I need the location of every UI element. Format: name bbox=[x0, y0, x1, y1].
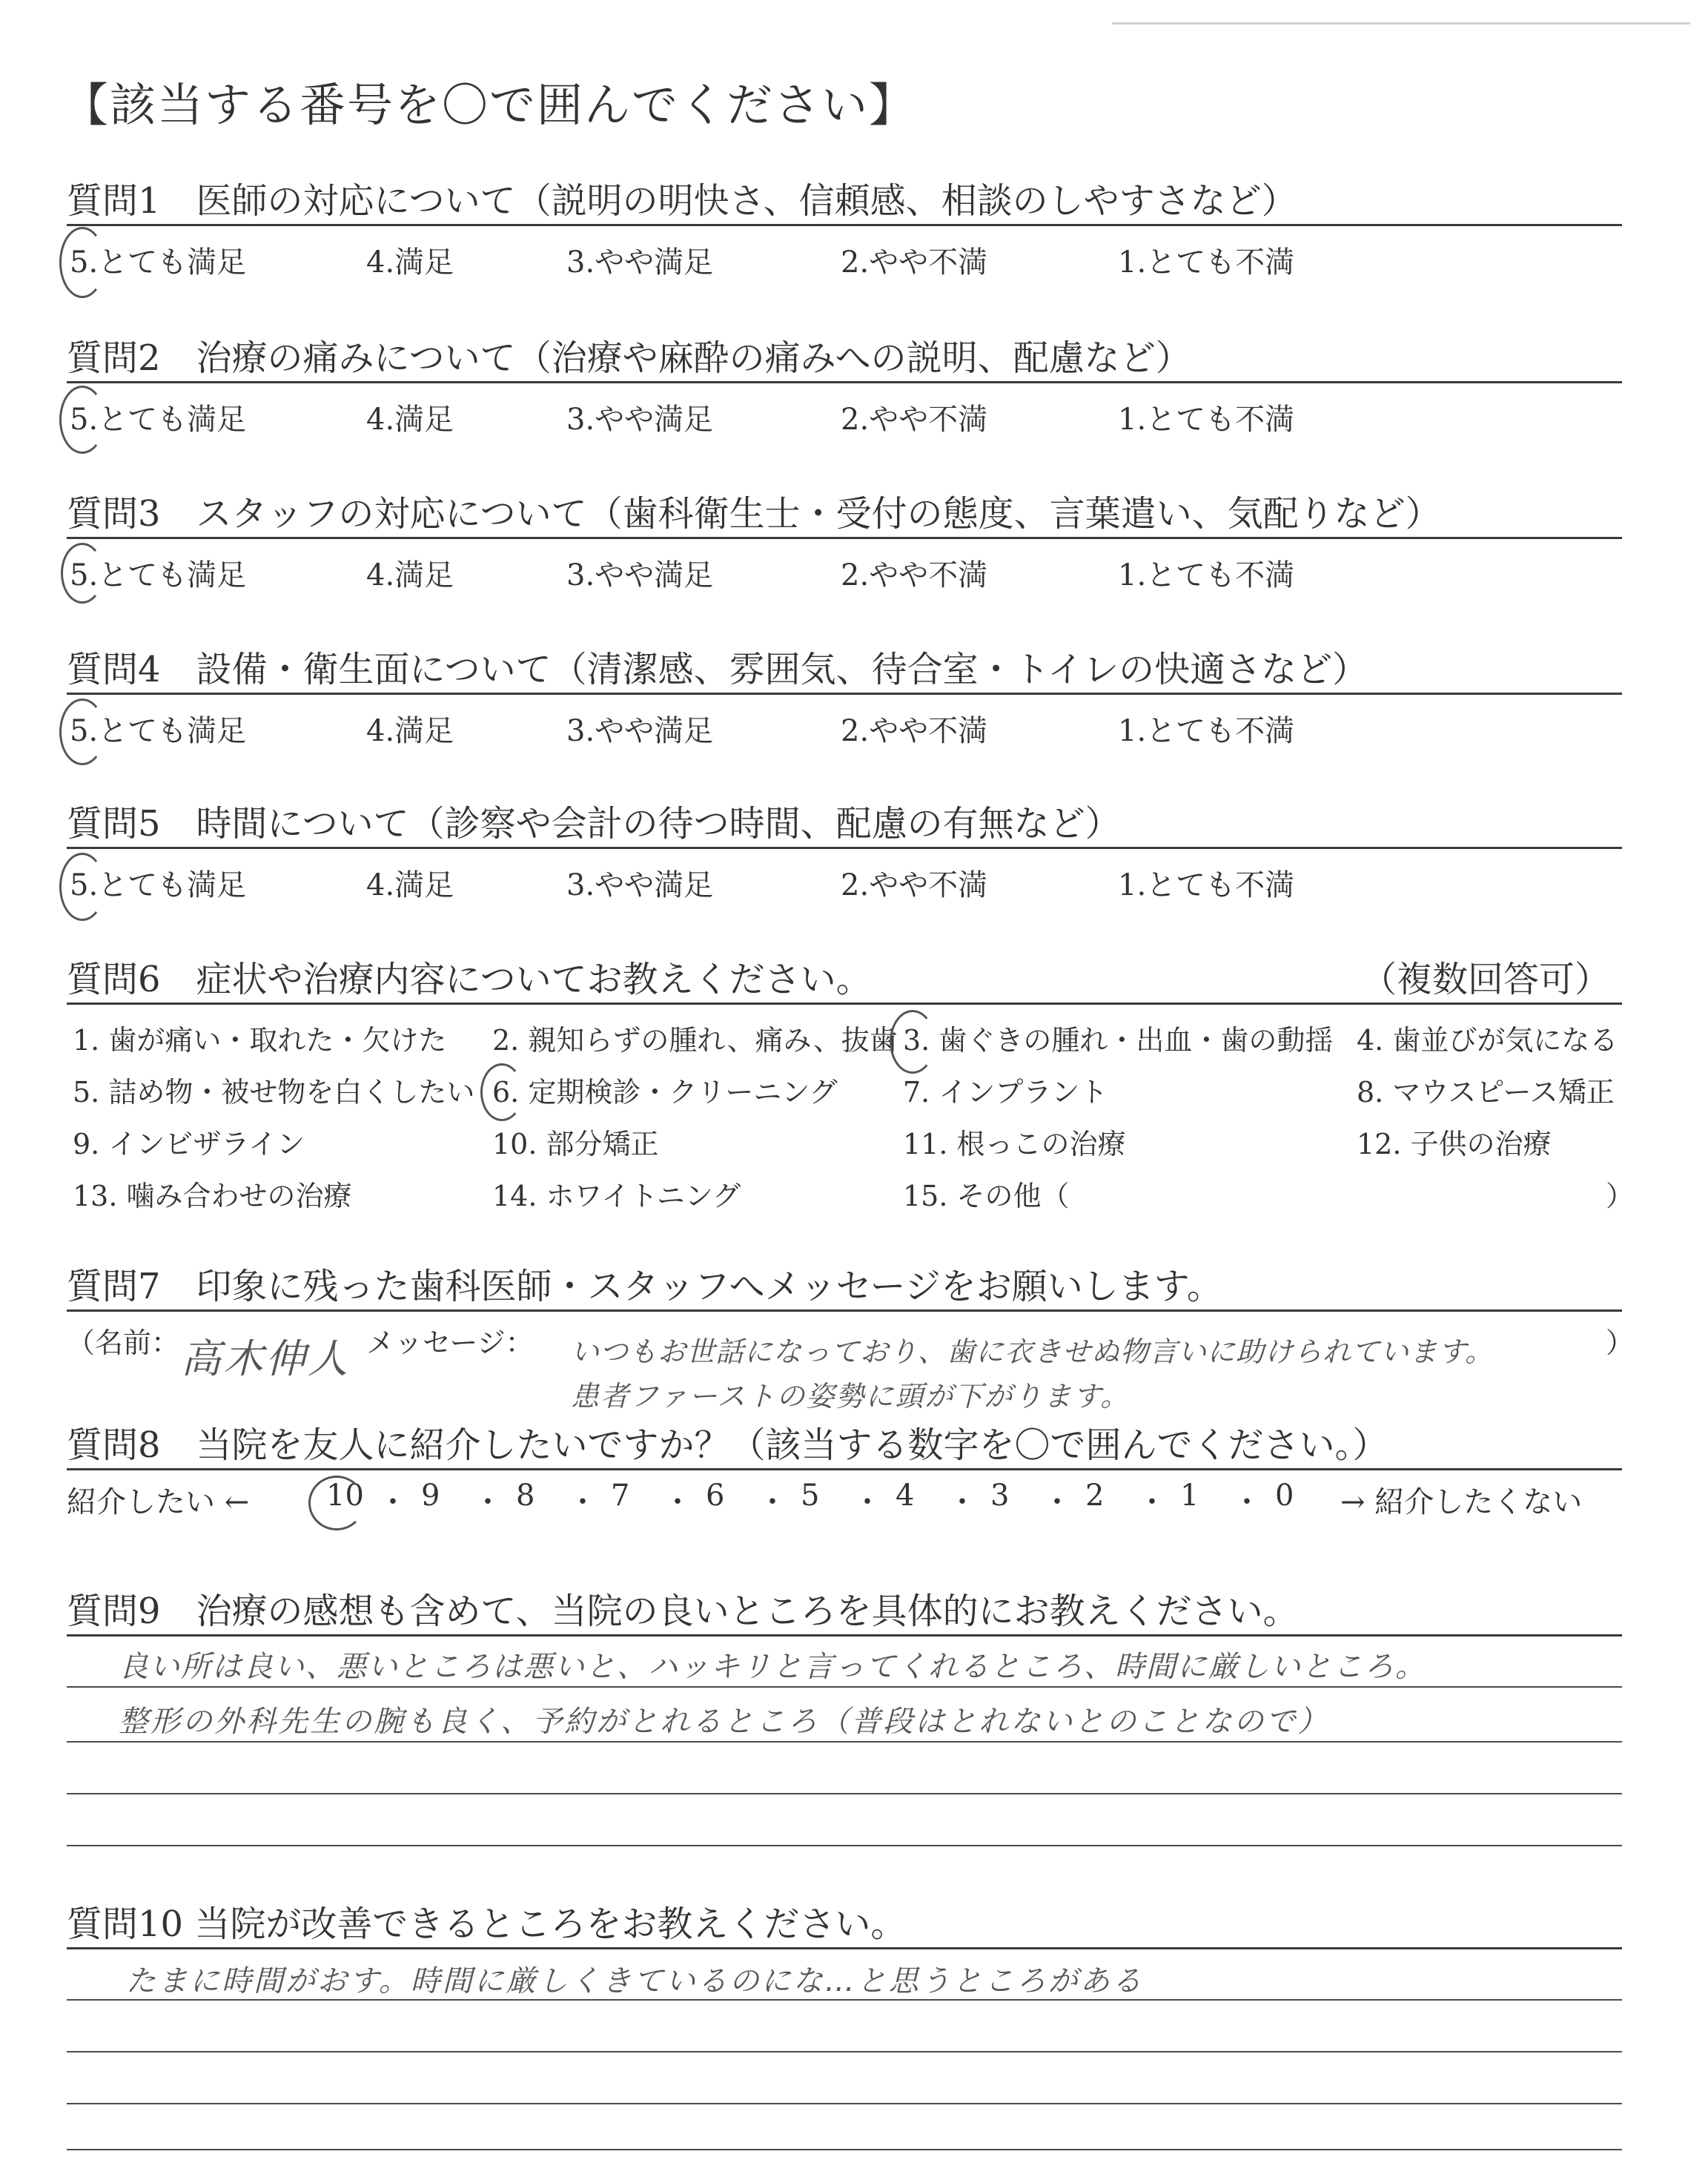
q6-item-4[interactable]: 4. 歯並びが気になる bbox=[1357, 1024, 1618, 1057]
q10-line-1 bbox=[67, 1999, 1622, 2001]
q6-item-15[interactable]: 15. その他（ bbox=[903, 1180, 1070, 1212]
q1-option-5[interactable]: 5.とても満足 bbox=[70, 245, 247, 280]
q3-option-2[interactable]: 2.やや不満 bbox=[841, 558, 988, 592]
q6-note: （複数回答可） bbox=[1361, 959, 1611, 1000]
q3-option-5[interactable]: 5.とても満足 bbox=[70, 558, 247, 592]
q10-line-4 bbox=[67, 2149, 1622, 2150]
q8-scale-1[interactable]: 1 bbox=[1180, 1479, 1199, 1513]
q4-option-3[interactable]: 3.やや満足 bbox=[566, 714, 714, 748]
q6-item-2[interactable]: 2. 親知らずの腫れ、痛み、抜歯 bbox=[492, 1024, 898, 1057]
q7-name-value[interactable]: 高木伸人 bbox=[181, 1335, 350, 1382]
q8-scale-separator: ・ bbox=[758, 1485, 787, 1519]
q9-answer-line2[interactable]: 整形の外科先生の腕も良く、予約がとれるところ（普段はとれないとのことなので） bbox=[119, 1705, 1330, 1739]
q2-option-4[interactable]: 4.満足 bbox=[366, 403, 454, 437]
q6-rule bbox=[67, 1003, 1622, 1005]
q8-title: 質問8 当院を友人に紹介したいですか？（該当する数字を〇で囲んでください。） bbox=[67, 1424, 1388, 1466]
q6-item-14[interactable]: 14. ホワイトニング bbox=[492, 1180, 741, 1212]
q8-right-label: → 紹介したくない bbox=[1340, 1485, 1583, 1519]
q3-rule bbox=[67, 537, 1622, 539]
q5-option-4[interactable]: 4.満足 bbox=[366, 868, 454, 902]
q3-option-3[interactable]: 3.やや満足 bbox=[566, 558, 714, 592]
q6-circle-mark-3 bbox=[890, 1010, 936, 1074]
q7-name-label: （名前： bbox=[67, 1327, 180, 1359]
q4-option-4[interactable]: 4.満足 bbox=[366, 714, 454, 748]
q4-rule bbox=[67, 693, 1622, 695]
q3-option-1[interactable]: 1.とても不満 bbox=[1118, 558, 1295, 592]
q4-option-1[interactable]: 1.とても不満 bbox=[1118, 714, 1295, 748]
q8-scale-7[interactable]: 7 bbox=[611, 1479, 630, 1513]
q6-item-1[interactable]: 1. 歯が痛い・取れた・欠けた bbox=[73, 1024, 447, 1057]
q6-item-12[interactable]: 12. 子供の治療 bbox=[1357, 1128, 1552, 1160]
q8-scale-4[interactable]: 4 bbox=[896, 1479, 915, 1513]
q4-option-5[interactable]: 5.とても満足 bbox=[70, 714, 247, 748]
q8-left-label: 紹介したい ← bbox=[67, 1485, 250, 1519]
q1-option-1[interactable]: 1.とても不満 bbox=[1118, 245, 1295, 280]
q10-line-3 bbox=[67, 2103, 1622, 2104]
q9-line-3 bbox=[67, 1793, 1622, 1794]
q4-title: 質問4 設備・衛生面について（清潔感、雰囲気、待合室・トイレの快適さなど） bbox=[67, 649, 1368, 690]
q7-message-line1[interactable]: いつもお世話になっており、歯に衣きせぬ物言いに助けられています。 bbox=[571, 1335, 1494, 1368]
q1-title: 質問1 医師の対応について（説明の明快さ、信頼感、相談のしやすさなど） bbox=[67, 180, 1297, 222]
q5-option-5[interactable]: 5.とても満足 bbox=[70, 868, 247, 902]
q5-option-2[interactable]: 2.やや不満 bbox=[841, 868, 988, 902]
q8-scale-separator: ・ bbox=[568, 1485, 598, 1519]
q2-circle-mark bbox=[59, 386, 105, 454]
q8-scale-separator: ・ bbox=[853, 1485, 882, 1519]
q3-option-4[interactable]: 4.満足 bbox=[366, 558, 454, 592]
q2-option-3[interactable]: 3.やや満足 bbox=[566, 403, 714, 437]
q1-option-3[interactable]: 3.やや満足 bbox=[566, 245, 714, 280]
q8-rule bbox=[67, 1468, 1622, 1470]
q7-title: 質問7 印象に残った歯科医師・スタッフへメッセージをお願いします。 bbox=[67, 1266, 1222, 1307]
q1-rule bbox=[67, 224, 1622, 226]
q5-rule bbox=[67, 847, 1622, 849]
q8-scale-separator: ・ bbox=[1232, 1485, 1262, 1519]
q2-option-5[interactable]: 5.とても満足 bbox=[70, 403, 247, 437]
q8-circle-mark bbox=[308, 1476, 365, 1530]
q8-scale-2[interactable]: 2 bbox=[1085, 1479, 1105, 1513]
q10-answer-line1[interactable]: たまに時間がおす。時間に厳しくきているのにな…と思うところがある bbox=[126, 1964, 1144, 1998]
q6-item-10[interactable]: 10. 部分矯正 bbox=[492, 1128, 659, 1160]
q5-option-3[interactable]: 3.やや満足 bbox=[566, 868, 714, 902]
q5-circle-mark bbox=[59, 853, 105, 921]
q3-title: 質問3 スタッフの対応について（歯科衛生士・受付の態度、言葉遣い、気配りなど） bbox=[67, 493, 1441, 535]
q10-title: 質問10 当院が改善できるところをお教えください。 bbox=[67, 1903, 907, 1945]
q6-item-6[interactable]: 6. 定期検診・クリーニング bbox=[492, 1076, 838, 1109]
q6-item-7[interactable]: 7. インプラント bbox=[903, 1076, 1108, 1109]
q8-scale-10[interactable]: 10 bbox=[326, 1479, 364, 1513]
q9-line-1 bbox=[67, 1686, 1622, 1688]
q4-option-2[interactable]: 2.やや不満 bbox=[841, 714, 988, 748]
q8-scale-8[interactable]: 8 bbox=[516, 1479, 535, 1513]
q4-circle-mark bbox=[59, 698, 105, 765]
q8-scale-separator: ・ bbox=[1137, 1485, 1167, 1519]
q5-option-1[interactable]: 1.とても不満 bbox=[1118, 868, 1295, 902]
q8-scale-9[interactable]: 9 bbox=[421, 1479, 440, 1513]
q1-option-2[interactable]: 2.やや不満 bbox=[841, 245, 988, 280]
q6-item-13[interactable]: 13. 噛み合わせの治療 bbox=[73, 1180, 352, 1212]
q6-item-8[interactable]: 8. マウスピース矯正 bbox=[1357, 1076, 1615, 1109]
q8-scale-separator: ・ bbox=[947, 1485, 977, 1519]
q8-scale-6[interactable]: 6 bbox=[706, 1479, 725, 1513]
q8-scale-separator: ・ bbox=[378, 1485, 408, 1519]
q6-circle-mark-6 bbox=[480, 1063, 523, 1121]
q1-circle-mark bbox=[59, 227, 105, 298]
q6-item-5[interactable]: 5. 詰め物・被せ物を白くしたい bbox=[73, 1076, 475, 1109]
q10-line-2 bbox=[67, 2051, 1622, 2052]
q8-scale-5[interactable]: 5 bbox=[801, 1479, 820, 1513]
q10-rule bbox=[67, 1947, 1622, 1949]
scan-edge bbox=[1112, 22, 1690, 24]
q9-title: 質問9 治療の感想も含めて、当院の良いところを具体的にお教えください。 bbox=[67, 1591, 1299, 1632]
q7-close-paren: ） bbox=[1606, 1327, 1635, 1359]
q6-item-11[interactable]: 11. 根っこの治療 bbox=[903, 1128, 1126, 1160]
q2-option-1[interactable]: 1.とても不満 bbox=[1118, 403, 1295, 437]
q2-title: 質問2 治療の痛みについて（治療や麻酔の痛みへの説明、配慮など） bbox=[67, 337, 1191, 379]
q7-rule bbox=[67, 1309, 1622, 1312]
q7-message-label: メッセージ： bbox=[366, 1327, 534, 1359]
q2-option-2[interactable]: 2.やや不満 bbox=[841, 403, 988, 437]
q6-item-9[interactable]: 9. インビザライン bbox=[73, 1128, 305, 1160]
q5-title: 質問5 時間について（診察や会計の待つ時間、配慮の有無など） bbox=[67, 803, 1121, 845]
q8-scale-separator: ・ bbox=[663, 1485, 692, 1519]
q7-message-line2[interactable]: 患者ファーストの姿勢に頭が下がります。 bbox=[571, 1380, 1131, 1413]
q8-scale-separator: ・ bbox=[1042, 1485, 1072, 1519]
q9-rule bbox=[67, 1634, 1622, 1636]
q8-scale-separator: ・ bbox=[473, 1485, 503, 1519]
q3-circle-mark bbox=[61, 543, 104, 604]
q6-item-15-close: ） bbox=[1606, 1180, 1635, 1212]
q9-line-2 bbox=[67, 1741, 1622, 1743]
q8-scale-3[interactable]: 3 bbox=[990, 1479, 1010, 1513]
form-title: 【該当する番号を〇で囲んでください】 bbox=[62, 78, 917, 132]
q6-title: 質問6 症状や治療内容についてお教えください。 bbox=[67, 959, 872, 1000]
q2-rule bbox=[67, 381, 1622, 383]
q6-item-3[interactable]: 3. 歯ぐきの腫れ・出血・歯の動揺 bbox=[903, 1024, 1334, 1057]
q1-option-4[interactable]: 4.満足 bbox=[366, 245, 454, 280]
q9-line-4 bbox=[67, 1845, 1622, 1846]
q9-answer-line1[interactable]: 良い所は良い、悪いところは悪いと、ハッキリと言ってくれるところ、時間に厳しいところ。 bbox=[119, 1650, 1426, 1684]
q8-scale-0[interactable]: 0 bbox=[1275, 1479, 1294, 1513]
